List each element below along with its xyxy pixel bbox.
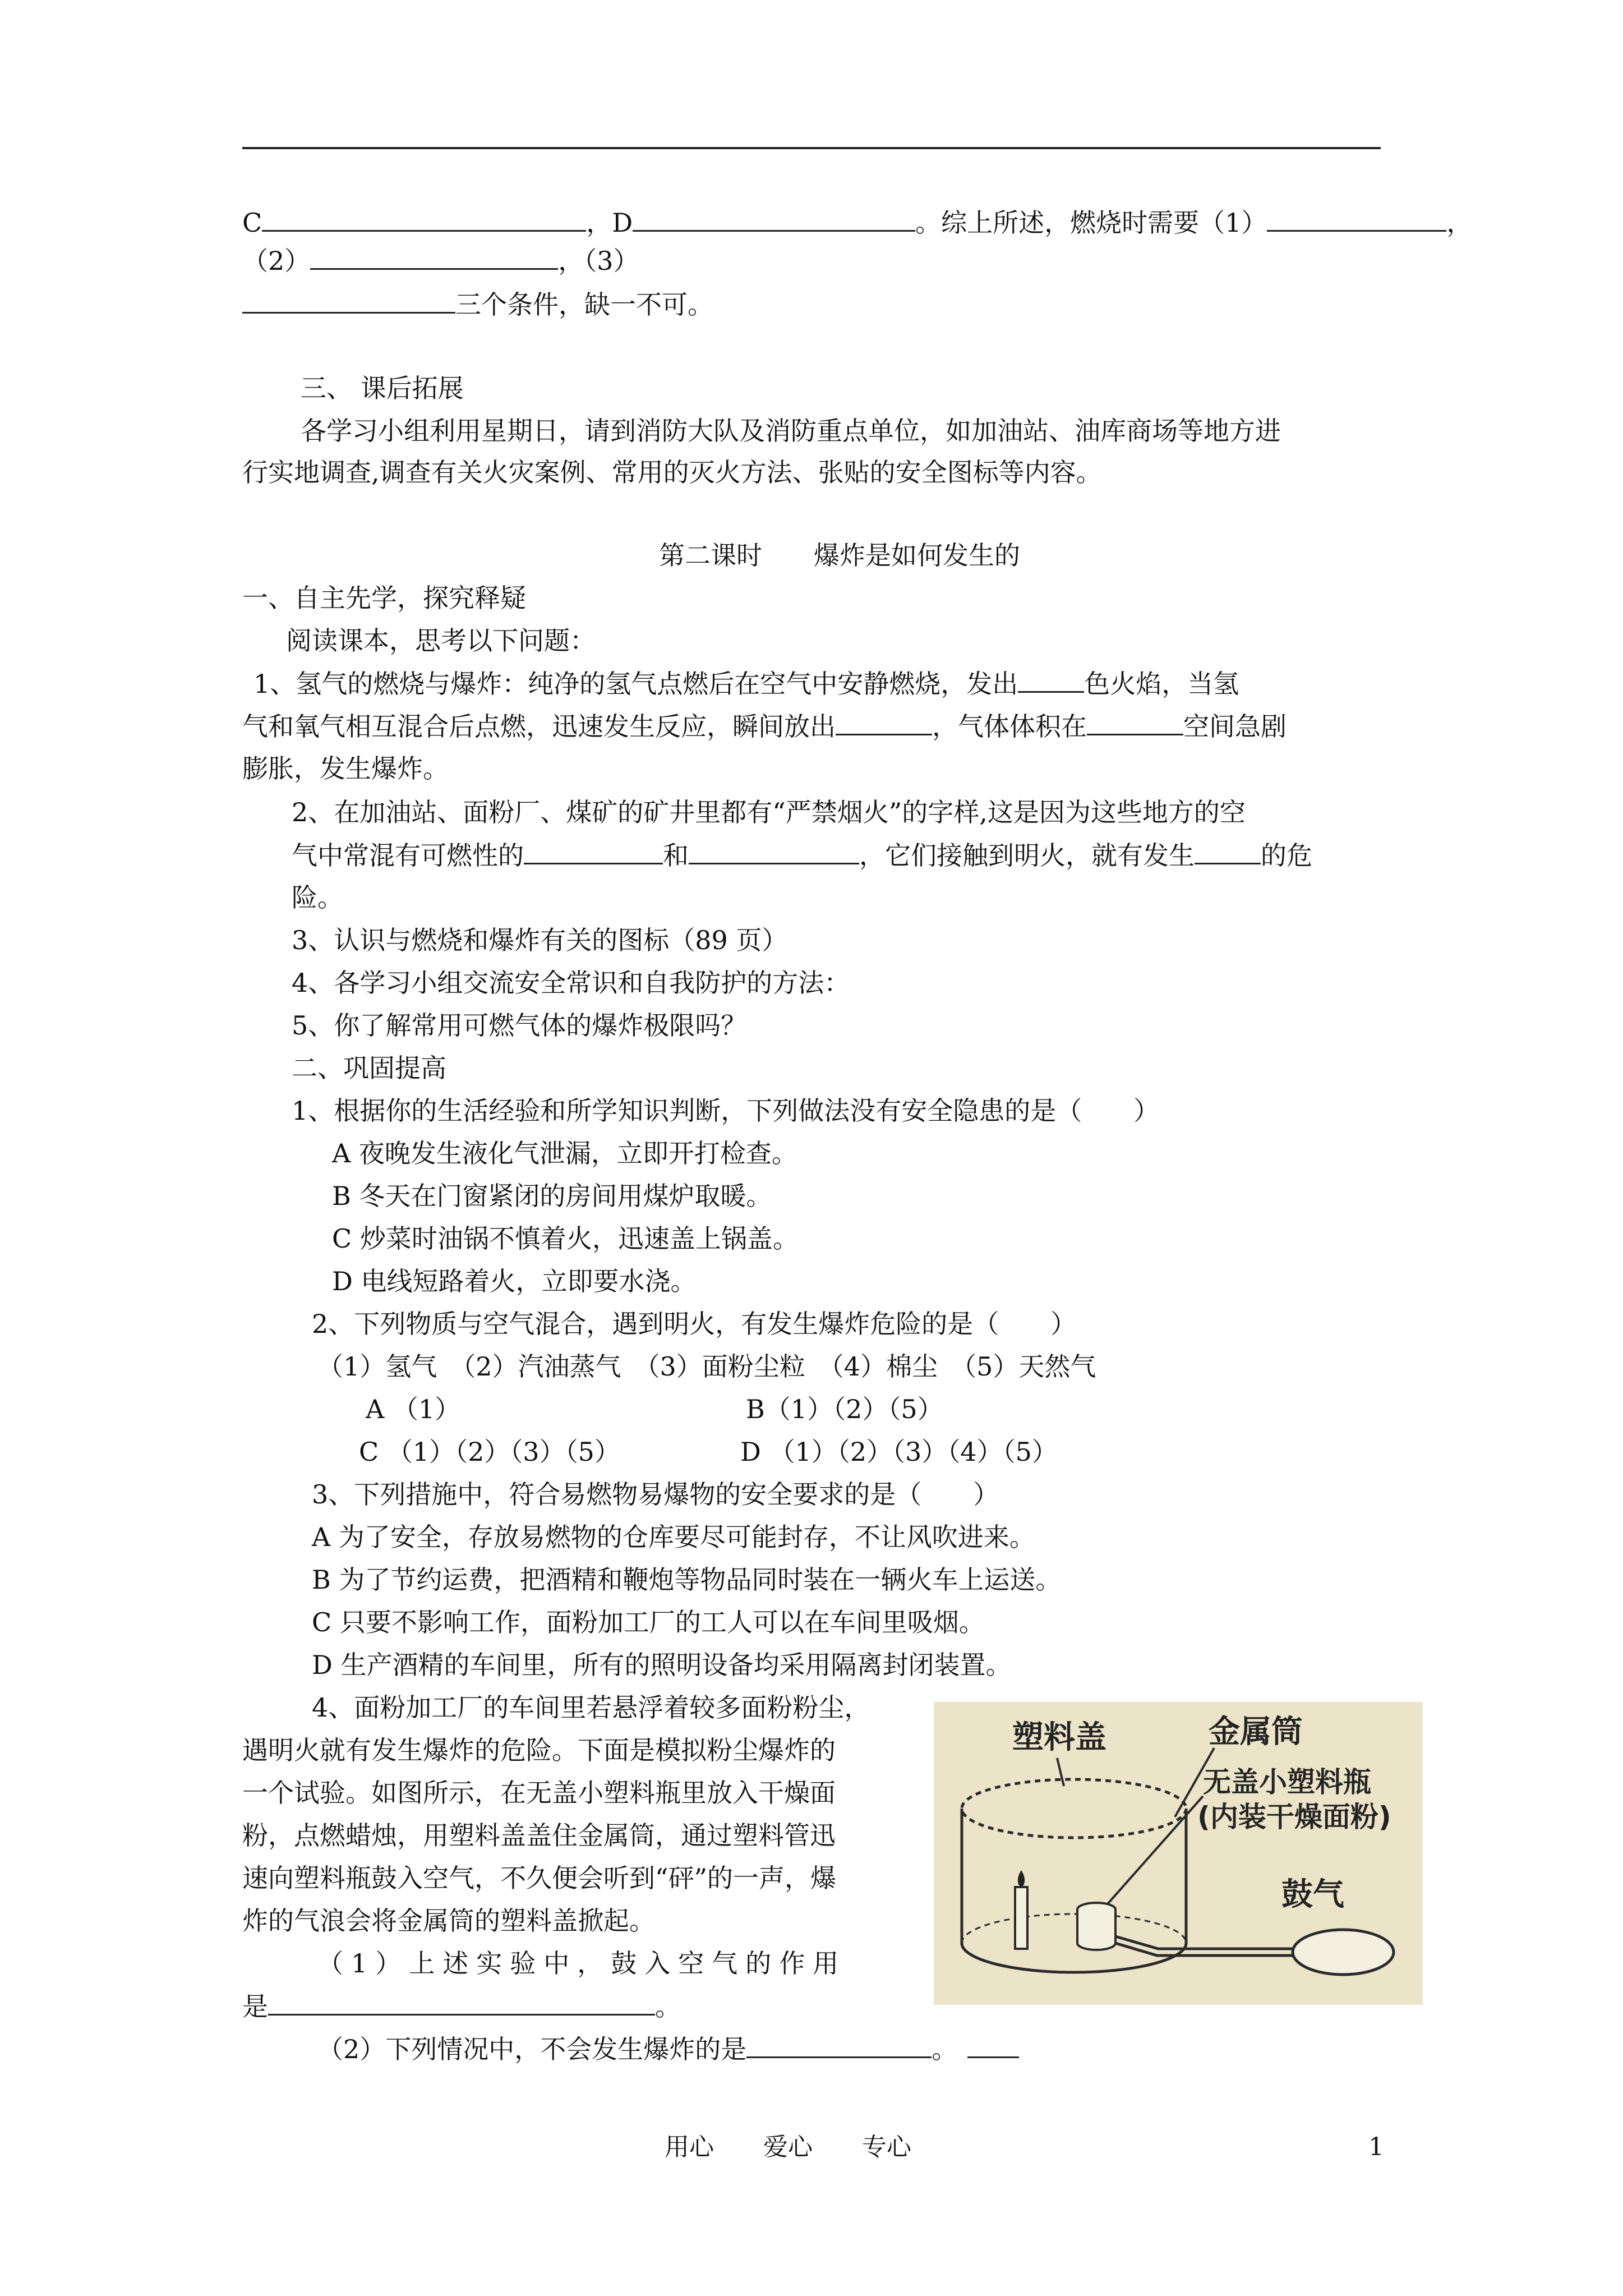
lesson-2-title: 第二课时 爆炸是如何发生的 <box>659 540 1020 570</box>
ex3-option-a: A 为了安全，存放易燃物的仓库要尽可能封存，不让风吹进来。 <box>312 1522 1035 1552</box>
lid-leader <box>1057 1758 1064 1786</box>
conditions-line-1 <box>242 205 1472 240</box>
page-number: 1 <box>1368 2133 1384 2161</box>
ex1-option-d: D 电线短路着火，立即要水浇。 <box>332 1266 697 1296</box>
q2-text-e: 的危 <box>1261 840 1312 871</box>
ex4-q1-line-2 <box>242 1989 681 2023</box>
part-2-heading: 二、巩固提高 <box>292 1053 446 1083</box>
cylinder-bottom-back <box>962 1914 1186 1943</box>
item-3-label: ，（3） <box>558 246 639 276</box>
blank-c <box>262 205 586 232</box>
label-dry-flour: (内装干燥面粉) <box>1197 1801 1391 1833</box>
bottle-leader <box>1108 1796 1203 1904</box>
blank-combustible-1 <box>524 838 663 864</box>
blank-air-role <box>268 1989 655 2016</box>
q5-line: 5、你了解常用可燃气体的爆炸极限吗？ <box>292 1010 747 1041</box>
q4-line: 4、各学习小组交流安全常识和自我防护的方法： <box>292 968 850 998</box>
ex4-q2-end: 。 <box>932 2034 958 2064</box>
air-tube-upper <box>1115 1936 1293 1949</box>
ex1-stem: 1、根据你的生活经验和所学知识判断，下列做法没有安全隐患的是（ ） <box>292 1096 1160 1126</box>
blank-condition-3 <box>242 287 455 314</box>
ex2-option-c: C （1）（2）（3）（5） <box>359 1437 620 1467</box>
ex2-option-d: D （1）（2）（3）（4）（5） <box>740 1437 1058 1467</box>
candle-flame-icon <box>1018 1870 1025 1887</box>
q1-text-d: ，气体体积在 <box>932 711 1087 742</box>
ex4-q2-line <box>317 2032 1019 2066</box>
ex4-line-5: 速向塑料瓶鼓入空气，不久便会听到“砰”的一声，爆 <box>242 1863 837 1893</box>
blank-flame-color <box>1018 666 1084 693</box>
conditions-line-3 <box>242 287 713 321</box>
blank-no-explosion <box>746 2032 932 2058</box>
ex2-stem: 2、下列物质与空气混合，遇到明火，有发生爆炸危险的是（ ） <box>312 1309 1077 1339</box>
blank-trailing <box>967 2032 1019 2058</box>
ex3-option-c: C 只要不影响工作，面粉加工厂的工人可以在车间里吸烟。 <box>312 1607 985 1637</box>
ex1-option-c: C 炒菜时油锅不慎着火，迅速盖上锅盖。 <box>332 1223 799 1254</box>
ex4-q1-end: 。 <box>655 1991 681 2022</box>
ex2-items: （1）氢气 （2）汽油蒸气 （3）面粉尘粒 （4）棉尘 （5）天然气 <box>317 1351 1096 1382</box>
q1-line-2 <box>242 709 1287 743</box>
blank-danger <box>1195 838 1261 864</box>
c-prefix: C <box>242 208 262 238</box>
section-3-heading: 三、 课后拓展 <box>301 373 464 403</box>
ex3-option-d: D 生产酒精的车间里，所有的照明设备均采用隔离封闭装置。 <box>312 1650 1012 1680</box>
part-1-intro: 阅读课本，思考以下问题： <box>286 625 596 656</box>
blank-space <box>1087 709 1183 735</box>
label-blow-air: 鼓气 <box>1281 1876 1344 1913</box>
dust-explosion-figure <box>934 1702 1423 2005</box>
q2-line-3: 险。 <box>292 882 343 913</box>
blank-combustible-2 <box>689 838 859 864</box>
q1-text-e: 空间急剧 <box>1183 711 1287 742</box>
conditions-line-2 <box>242 243 639 278</box>
ex2-option-b: B（1）（2）（5） <box>746 1394 943 1424</box>
ex4-line-6: 炸的气浪会将金属筒的塑料盖掀起。 <box>242 1906 655 1936</box>
ex4-line-3: 一个试验。如图所示，在无盖小塑料瓶里放入干燥面 <box>242 1778 836 1808</box>
q2-text-c: 和 <box>663 840 689 871</box>
bottle-body <box>1077 1910 1115 1950</box>
d-prefix: ，D <box>586 208 633 238</box>
blank-d <box>633 205 915 232</box>
q3-line: 3、认识与燃烧和爆炸有关的图标（89 页） <box>292 925 788 955</box>
q1-line-1 <box>253 666 1239 701</box>
ex3-option-b: B 为了节约运费，把酒精和鞭炮等物品同时装在一辆火车上运送。 <box>312 1565 1062 1595</box>
ex1-option-b: B 冬天在门窗紧闭的房间用煤炉取暖。 <box>332 1181 772 1211</box>
ex1-option-a: A 夜晚发生液化气泄漏，立即开打检查。 <box>332 1138 797 1168</box>
q1-text-b: 色火焰，当氢 <box>1084 669 1239 699</box>
blank-release <box>836 709 932 735</box>
conditions-tail: 三个条件，缺一不可。 <box>455 289 713 320</box>
ex4-q1-line-1: （1）上述实验中，鼓入空气的作用 <box>317 1948 847 1978</box>
part-1-heading: 一、自主先学，探究释疑 <box>242 583 526 613</box>
ex4-q2-text: （2）下列情况中，不会发生爆炸的是 <box>317 2034 747 2064</box>
section-3-line-1: 各学习小组利用星期日，请到消防大队及消防重点单位，如加油站、油库商场等地方进 <box>301 416 1281 446</box>
q1-text-a: 1、氢气的燃烧与爆炸：纯净的氢气点燃后在空气中安静燃烧，发出 <box>253 669 1018 699</box>
label-small-bottle: 无盖小塑料瓶 <box>1203 1766 1371 1798</box>
ex2-option-a: A （1） <box>366 1394 461 1424</box>
q1-line-3: 膨胀，发生爆炸。 <box>242 753 449 784</box>
air-bulb <box>1293 1930 1394 1975</box>
item-2-label: （2） <box>242 246 311 276</box>
ex4-line-4: 粉，点燃蜡烛，用塑料盖盖住金属筒，通过塑料管迅 <box>242 1820 836 1851</box>
section-3-line-2: 行实地调查,调查有关火灾案例、常用的灭火方法、张贴的安全图标等内容。 <box>242 457 1102 487</box>
label-metal-can: 金属筒 <box>1209 1714 1303 1750</box>
ex4-line-1: 4、面粉加工厂的车间里若悬浮着较多面粉粉尘， <box>312 1692 870 1723</box>
q2-text-d: ，它们接触到明火，就有发生 <box>859 840 1195 871</box>
q2-text-b: 气中常混有可燃性的 <box>292 840 524 871</box>
ex4-line-2: 遇明火就有发生爆炸的危险。下面是模拟粉尘爆炸的 <box>242 1735 836 1765</box>
apparatus-diagram <box>934 1702 1423 2005</box>
candle <box>1015 1887 1027 1949</box>
blank-condition-1 <box>1267 205 1446 232</box>
label-plastic-lid: 塑料盖 <box>1012 1719 1106 1756</box>
q2-line-1: 2、在加油站、面粉厂、煤矿的矿井里都有“严禁烟火”的字样,这是因为这些地方的空 <box>292 797 1246 827</box>
comma-1: ， <box>1446 208 1473 238</box>
summary-text: 。综上所述，燃烧时需要（1） <box>915 208 1267 238</box>
q2-line-2 <box>292 838 1312 872</box>
q1-text-c: 气和氧气相互混合后点燃，迅速发生反应，瞬间放出 <box>242 711 836 742</box>
header-rule <box>242 147 1381 149</box>
footer-motto: 用心 爱心 专心 <box>665 2133 911 2161</box>
cylinder-top-rim <box>962 1779 1186 1838</box>
ex3-stem: 3、下列措施中，符合易燃物易爆物的安全要求的是（ ） <box>312 1479 999 1510</box>
ex4-q1-text: 是 <box>242 1991 268 2022</box>
blank-condition-2 <box>310 243 558 270</box>
